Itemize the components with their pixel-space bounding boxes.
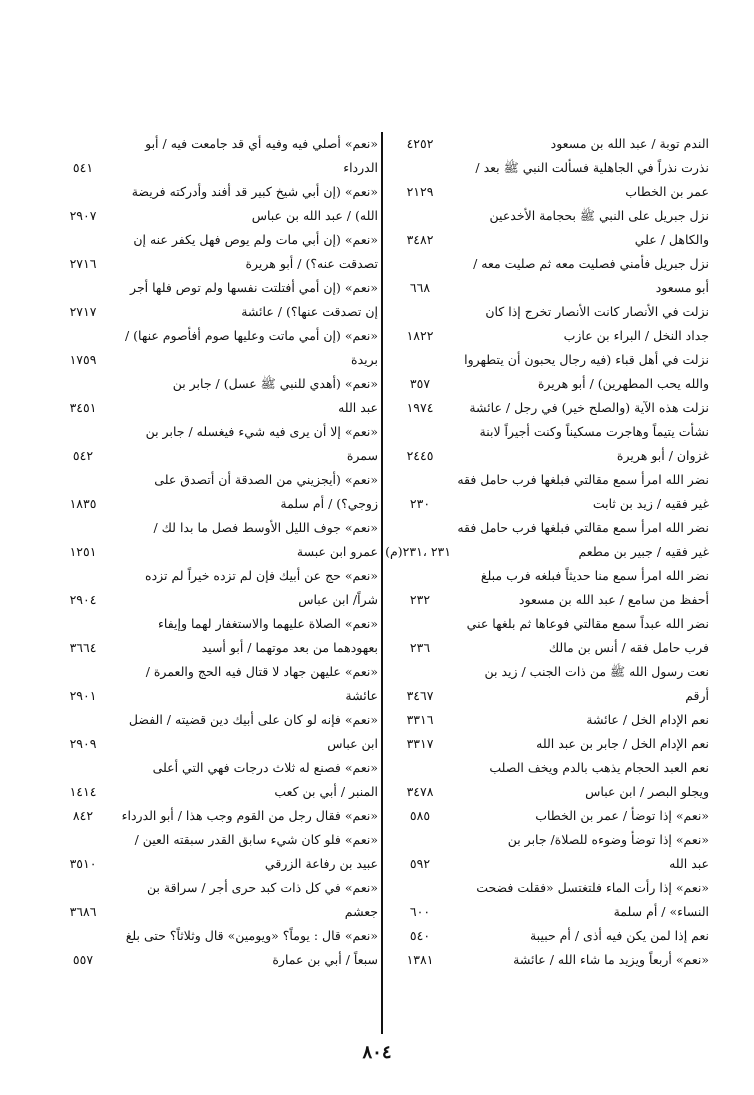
index-entry-line <box>389 564 709 588</box>
hadith-number: ٥٤٠ <box>409 928 431 943</box>
index-entry-line <box>389 852 709 876</box>
entry-text: نعم العبد الحجام يذهب بالدم ويخف الصلب <box>489 760 709 775</box>
index-entry-line <box>48 492 378 516</box>
entry-text: «نعم» أربعاً ويزيد ما شاء الله / عائشة <box>513 952 709 967</box>
entry-text: بريدة <box>351 352 378 367</box>
index-entry-line <box>48 180 378 204</box>
hadith-number: ٢٩٠١ <box>69 688 97 703</box>
index-entry-line <box>389 804 709 828</box>
index-entry-line <box>389 204 709 228</box>
index-entry-line <box>389 444 709 468</box>
index-entry-line <box>48 828 378 852</box>
index-entry-line <box>48 372 378 396</box>
entry-text: «نعم» فلو كان شيء سابق القدر سبقته العين / <box>134 832 378 847</box>
entry-text: عبد الله <box>669 856 709 871</box>
hadith-number: ٢٩٠٧ <box>69 208 97 223</box>
entry-text: «نعم» (إن أبي مات ولم يوص فهل يكفر عنه إن <box>133 232 378 247</box>
entry-text: نضر الله امرأ سمع منا حديثاً فبلغه فرب مبلغ <box>480 568 709 583</box>
entry-text: تصدقت عنه؟) / أبو هريرة <box>245 256 378 271</box>
index-entry-line <box>389 180 709 204</box>
entry-text: «نعم» (إن أبي شيخ كبير قد أفند وأدركته فريضة <box>131 184 378 199</box>
index-entry-line <box>48 924 378 948</box>
index-entry-line <box>389 348 709 372</box>
index-entry-line <box>389 396 709 420</box>
index-entry-line <box>389 252 709 276</box>
entry-text: نضر الله امرأ سمع مقالتي فبلغها فرب حامل فقه <box>457 520 709 535</box>
hadith-number: ٢٣٠ <box>409 496 431 511</box>
entry-text: نعم الإدام الخل / عائشة <box>586 712 709 727</box>
hadith-number: ٢١٢٩ <box>406 184 434 199</box>
index-entry-line <box>48 252 378 276</box>
index-entry-line <box>389 948 709 972</box>
entry-text: «نعم» (إن أمي ماتت وعليها صوم أفأصوم عنها) / <box>124 328 378 343</box>
index-entry-line <box>48 204 378 228</box>
index-entry-line <box>48 156 378 180</box>
index-entry-line <box>389 828 709 852</box>
hadith-number: ٦٠٠ <box>409 904 431 919</box>
entry-text: نعم إذا لمن يكن فيه أذى / أم حبيبة <box>529 928 709 943</box>
entry-text: غير فقيه / جبير بن مطعم <box>578 544 709 559</box>
index-entry-line <box>48 636 378 660</box>
index-entry-line <box>48 660 378 684</box>
entry-text: زوجي؟) / أم سلمة <box>280 496 378 511</box>
index-entry-line <box>389 924 709 948</box>
index-entry-line <box>48 276 378 300</box>
hadith-number: ٣٥١٠ <box>69 856 97 871</box>
entry-text: ويجلو البصر / ابن عباس <box>585 784 709 799</box>
hadith-number: ١٤١٤ <box>69 784 97 799</box>
hadith-number: ٢٤٤٥ <box>406 448 434 463</box>
hadith-number: ٥٤١ <box>72 160 94 175</box>
index-entry-line <box>389 516 709 540</box>
index-entry-line <box>48 756 378 780</box>
entry-text: نزل جبريل على النبي ﷺ بحجامة الأخدعين <box>489 208 709 223</box>
index-entry-line <box>48 900 378 924</box>
entry-text: إن تصدقت عنها؟) / عائشة <box>241 304 378 319</box>
entry-text: نعت رسول الله ﷺ من ذات الجنب / زيد بن <box>484 664 709 679</box>
index-entry-line <box>48 708 378 732</box>
index-entry-line <box>48 612 378 636</box>
index-entry-line <box>389 684 709 708</box>
page-number: ٨٠٤ <box>362 1042 392 1063</box>
hadith-number: ٢٧١٦ <box>69 256 97 271</box>
entry-text: «نعم» إذا رأت الماء فلتغتسل «فقلت فضحت <box>476 880 709 895</box>
entry-text: نضر الله عبداً سمع مقالتي فوعاها ثم بلغها عني <box>466 616 709 631</box>
index-entry-line <box>48 732 378 756</box>
entry-text: «نعم» قال : يوماً؟ «ويومين» قال وثلاثاً؟ حتى بلغ <box>125 928 378 943</box>
hadith-number: ٢٣٢ <box>409 592 431 607</box>
index-entry-line <box>389 756 709 780</box>
entry-text: نذرت نذراً في الجاهلية فسألت النبي ﷺ بعد / <box>475 160 709 175</box>
hadith-number: ٣٦٨٦ <box>69 904 97 919</box>
entry-text: جداد النخل / البراء بن عازب <box>563 328 709 343</box>
index-entry-line <box>385 540 709 564</box>
entry-text: أبو مسعود <box>655 280 709 295</box>
hadith-number: ٣٣١٧ <box>406 736 434 751</box>
entry-text: «نعم» فإنه لو كان على أبيك دين قضيته / الفضل <box>128 712 378 727</box>
index-entry-line <box>389 900 709 924</box>
entry-text: «نعم» عليهن جهاد لا قتال فيه الحج والعمرة / <box>145 664 378 679</box>
hadith-number: ١٨٣٥ <box>69 496 97 511</box>
entry-text: نشأت يتيماً وهاجرت مسكيناً وكنت أجيراً لابنة <box>479 424 709 439</box>
hadith-number: ٥٥٧ <box>72 952 94 967</box>
index-entry-line <box>389 780 709 804</box>
index-entry-line <box>389 420 709 444</box>
index-entry-line <box>48 348 378 372</box>
index-entry-line <box>48 588 378 612</box>
hadith-number: ٤٢٥٢ <box>406 136 434 151</box>
index-entry-line <box>389 324 709 348</box>
hadith-number: ٣٤٨٢ <box>406 232 434 247</box>
index-entry-line <box>48 948 378 972</box>
index-entry-line <box>389 876 709 900</box>
index-entry-line <box>389 612 709 636</box>
entry-text: غير فقيه / زيد بن ثابت <box>592 496 709 511</box>
entry-text: والكاهل / علي <box>634 232 709 247</box>
entry-text: والله يحب المطهرين) / أبو هريرة <box>537 376 709 391</box>
index-entry-line <box>389 276 709 300</box>
index-entry-line <box>48 540 378 564</box>
hadith-number: ٣٤٥١ <box>69 400 97 415</box>
entry-text: النساء» / أم سلمة <box>613 904 709 919</box>
index-entry-line <box>48 324 378 348</box>
index-entry-line <box>389 228 709 252</box>
entry-text: «نعم» أصلي فيه وفيه أي قد جامعت فيه / أبو <box>145 136 378 151</box>
index-column-left <box>48 132 378 972</box>
entry-text: «نعم» فقال رجل من القوم وجب هذا / أبو الدرداء <box>121 808 378 823</box>
entry-text: عبيد بن رفاعة الزرقي <box>264 856 378 871</box>
index-entry-line <box>389 156 709 180</box>
entry-text: «نعم» إذا توضأ وضوءه للصلاة/ جابر بن <box>507 832 709 847</box>
index-column-right <box>385 132 709 972</box>
entry-text: شراً/ ابن عباس <box>298 592 378 607</box>
hadith-number: ٣٣١٦ <box>406 712 434 727</box>
entry-text: نزلت هذه الآية (والصلح خير) في رجل / عائشة <box>469 400 709 415</box>
index-entry-line <box>389 636 709 660</box>
entry-text: «نعم» إلا أن يرى فيه شيء فيغسله / جابر بن <box>145 424 378 439</box>
hadith-number: ١٧٥٩ <box>69 352 97 367</box>
entry-text: عبد الله <box>338 400 378 415</box>
entry-text: عائشة <box>345 688 378 703</box>
entry-text: نزل جبريل فأمني فصليت معه ثم صليت معه / <box>473 256 709 271</box>
index-entry-line <box>389 492 709 516</box>
hadith-number: ٣٥٧ <box>409 376 431 391</box>
index-entry-line <box>389 468 709 492</box>
index-entry-line <box>48 420 378 444</box>
index-entry-line <box>48 468 378 492</box>
hadith-number: ٢٣١ ،٢٣١(م) <box>385 544 451 559</box>
index-entry-line <box>48 516 378 540</box>
entry-text: الندم توبة / عبد الله بن مسعود <box>550 136 709 151</box>
entry-text: نزلت في أهل قباء (فيه رجال يحبون أن يتطهروا <box>464 352 709 367</box>
entry-text: نزلت في الأنصار كانت الأنصار تخرج إذا كان <box>485 304 709 319</box>
hadith-number: ٦٦٨ <box>409 280 431 295</box>
entry-text: جعشم <box>344 904 378 919</box>
index-entry-line <box>389 660 709 684</box>
entry-text: المنبر / أبي بن كعب <box>274 784 378 799</box>
hadith-number: ٨٤٢ <box>72 808 94 823</box>
entry-text: «نعم» الصلاة عليهما والاستغفار لهما وإيفاء <box>158 616 378 631</box>
index-entry-line <box>389 372 709 396</box>
hadith-number: ٣٤٧٨ <box>406 784 434 799</box>
entry-text: «نعم» إذا توضأ / عمر بن الخطاب <box>535 808 709 823</box>
entry-text: سمرة <box>346 448 378 463</box>
entry-text: «نعم» (أيجزيني من الصدقة أن أتصدق على <box>154 472 378 487</box>
index-entry-line <box>389 300 709 324</box>
hadith-number: ٢٩٠٤ <box>69 592 97 607</box>
index-entry-line <box>48 852 378 876</box>
entry-text: أرقم <box>685 688 709 703</box>
entry-text: الله) / عبد الله بن عباس <box>251 208 378 223</box>
entry-text: أحفظ من سامع / عبد الله بن مسعود <box>518 592 709 607</box>
hadith-number: ٥٨٥ <box>409 808 431 823</box>
entry-text: نعم الإدام الخل / جابر بن عبد الله <box>536 736 709 751</box>
index-entry-line <box>48 444 378 468</box>
index-entry-line <box>48 396 378 420</box>
index-entry-line <box>389 732 709 756</box>
hadith-number: ٢٩٠٩ <box>69 736 97 751</box>
index-entry-line <box>48 564 378 588</box>
entry-text: «نعم» جوف الليل الأوسط فصل ما بدا لك / <box>153 520 378 535</box>
hadith-number: ١٩٧٤ <box>406 400 434 415</box>
hadith-number: ٢٧١٧ <box>69 304 97 319</box>
index-entry-line <box>48 804 378 828</box>
entry-text: سبعاً / أبي بن عمارة <box>272 952 378 967</box>
column-divider <box>381 132 383 1034</box>
entry-text: «نعم» في كل ذات كبد حرى أجر / سراقة بن <box>146 880 378 895</box>
hadith-number: ١٨٢٢ <box>406 328 434 343</box>
index-entry-line <box>48 684 378 708</box>
entry-text: «نعم» فصنع له ثلاث درجات فهي التي أعلى <box>152 760 378 775</box>
hadith-number: ١٢٥١ <box>69 544 97 559</box>
index-entry-line <box>48 228 378 252</box>
entry-text: عمر بن الخطاب <box>625 184 709 199</box>
hadith-number: ٣٦٦٤ <box>69 640 97 655</box>
index-entry-line <box>389 132 709 156</box>
index-entry-line <box>48 876 378 900</box>
hadith-number: ٣٤٦٧ <box>406 688 434 703</box>
index-entry-line <box>48 300 378 324</box>
index-entry-line <box>389 708 709 732</box>
index-entry-line <box>389 588 709 612</box>
hadith-number: ٥٤٢ <box>72 448 94 463</box>
entry-text: «نعم» (إن أمي أفتلتت نفسها ولم توص فلها أجر <box>130 280 378 295</box>
entry-text: ابن عباس <box>327 736 378 751</box>
entry-text: «نعم» حج عن أبيك فإن لم تزده خيراً لم تزده <box>145 568 378 583</box>
entry-text: الدرداء <box>343 160 378 175</box>
index-entry-line <box>48 780 378 804</box>
index-entry-line <box>48 132 378 156</box>
entry-text: «نعم» (أهدي للنبي ﷺ عسل) / جابر بن <box>172 376 378 391</box>
entry-text: فرب حامل فقه / أنس بن مالك <box>548 640 709 655</box>
hadith-number: ٢٣٦ <box>409 640 431 655</box>
entry-text: عمرو ابن عبسة <box>296 544 378 559</box>
hadith-number: ٥٩٢ <box>409 856 431 871</box>
entry-text: نضر الله امرأ سمع مقالتي فبلغها فرب حامل فقه <box>457 472 709 487</box>
entry-text: بعهودهما من بعد موتهما / أبو أسيد <box>201 640 378 655</box>
hadith-number: ١٣٨١ <box>406 952 434 967</box>
entry-text: غزوان / أبو هريرة <box>616 448 709 463</box>
